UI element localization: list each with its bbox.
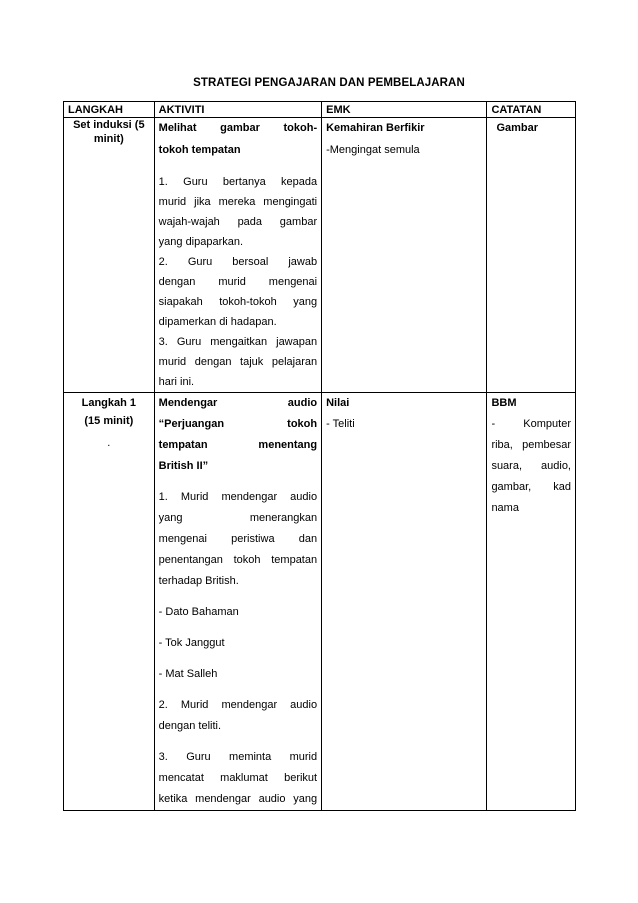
catatan-line: suara, audio, [491, 460, 571, 472]
aktiviti-line: wajah-wajah pada gambar [158, 216, 318, 228]
aktiviti-item [159, 252, 317, 332]
aktiviti-item [159, 172, 317, 252]
aktiviti-line: siapakah tokoh-tokoh yang [158, 296, 318, 308]
aktiviti-line: dengan teliti. [158, 720, 222, 732]
catatan-cell [487, 118, 576, 393]
aktiviti-line: dengan murid mengenai [158, 276, 318, 288]
aktiviti-line: ketika mendengar audio yang [158, 793, 318, 805]
aktiviti-line: yang menerangkan [158, 512, 318, 524]
tokoh-item: - Tok Janggut [158, 637, 225, 649]
header-aktiviti: AKTIVITI [154, 102, 321, 118]
catatan-line: - Komputer [491, 418, 571, 430]
aktiviti-line: 1. Murid mendengar audio [158, 491, 318, 503]
aktiviti-heading [159, 393, 317, 477]
tokoh-item: - Dato Bahaman [158, 606, 239, 618]
aktiviti-cell [154, 393, 321, 811]
aktiviti-item [159, 695, 317, 737]
catatan-line: gambar, kad [491, 481, 571, 493]
langkah-label: Set induksi (5 [73, 119, 145, 131]
header-langkah: LANGKAH [64, 102, 155, 118]
langkah-label: Langkah 1 [81, 397, 137, 409]
strategy-table [63, 101, 576, 811]
aktiviti-line: terhadap British. [158, 575, 239, 587]
aktiviti-heading [159, 118, 317, 160]
aktiviti-item [159, 487, 317, 592]
page-title: STRATEGI PENGAJARAN DAN PEMBELAJARAN [193, 77, 465, 89]
table-row [64, 393, 576, 811]
aktiviti-line: hari ini. [158, 376, 195, 388]
langkah-mark: . [107, 437, 111, 449]
emk-item: - Teliti [326, 418, 355, 430]
aktiviti-heading-line: tempatan menentang [158, 439, 318, 451]
catatan-heading: BBM [491, 397, 517, 409]
aktiviti-item [159, 332, 317, 392]
aktiviti-heading-line: “Perjuangan tokoh [158, 418, 318, 430]
aktiviti-item [159, 747, 317, 810]
emk-heading: Kemahiran Berfikir [326, 122, 425, 134]
emk-cell [322, 118, 487, 393]
table-row [64, 118, 576, 393]
aktiviti-line: 1. Guru bertanya kepada [158, 176, 318, 188]
table-header-row [64, 102, 576, 118]
aktiviti-line: 3. Guru meminta murid [158, 751, 318, 763]
aktiviti-line: mengenai peristiwa dan [158, 533, 318, 545]
langkah-duration: (15 minit) [84, 415, 134, 427]
emk-heading: Nilai [326, 397, 350, 409]
aktiviti-line: dipamerkan di hadapan. [158, 316, 277, 328]
aktiviti-cell [154, 118, 321, 393]
emk-cell [322, 393, 487, 811]
emk-item: -Mengingat semula [326, 144, 420, 156]
aktiviti-line: penentangan tokoh tempatan [158, 554, 318, 566]
aktiviti-heading-line: Melihat gambar tokoh- [158, 122, 318, 134]
aktiviti-heading-line: British II” [158, 460, 209, 472]
header-emk: EMK [322, 102, 487, 118]
aktiviti-heading-line: tokoh tempatan [158, 144, 241, 156]
aktiviti-line: 3. Guru mengaitkan jawapan [158, 336, 318, 348]
aktiviti-line: mencatat maklumat berikut [158, 772, 318, 784]
langkah-cell [64, 393, 155, 811]
tokoh-item: - Mat Salleh [158, 668, 218, 680]
catatan-line: riba, pembesar [491, 439, 571, 451]
langkah-cell [64, 118, 155, 393]
catatan-line: nama [491, 502, 519, 514]
langkah-duration: minit) [93, 133, 124, 145]
aktiviti-line: 2. Guru bersoal jawab [158, 256, 318, 268]
aktiviti-line: murid dengan tajuk pelajaran [158, 356, 318, 368]
aktiviti-line: yang dipaparkan. [158, 236, 244, 248]
header-catatan: CATATAN [487, 102, 576, 118]
aktiviti-line: 2. Murid mendengar audio [158, 699, 318, 711]
aktiviti-line: murid jika mereka mengingati [158, 196, 318, 208]
aktiviti-heading-line: Mendengar audio [158, 397, 318, 409]
catatan-item: Gambar [496, 122, 539, 134]
catatan-cell [487, 393, 576, 811]
